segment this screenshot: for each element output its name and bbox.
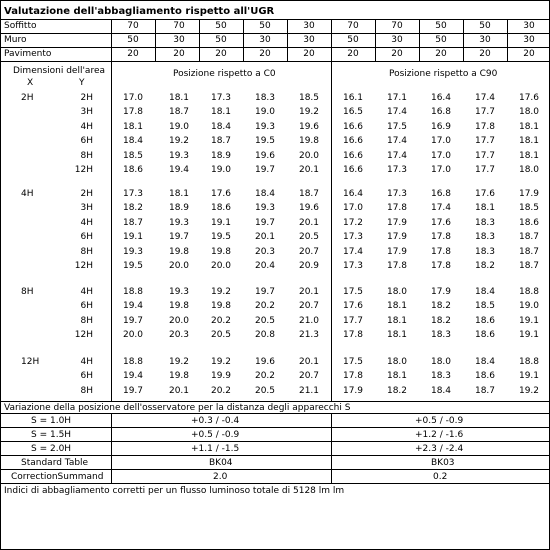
ugr-c0-value: 19.8 [168, 301, 190, 312]
ugr-c0-value: 18.9 [168, 203, 190, 214]
reflectance-c0-value: 20 [259, 49, 271, 59]
ugr-c0-value: 19.6 [298, 121, 320, 132]
ugr-c0-value: 18.2 [122, 203, 144, 214]
reflectance-c0-value: 20 [173, 49, 185, 59]
column-divider [111, 61, 112, 401]
reflectance-c90-value: 70 [391, 21, 403, 31]
ugr-c0-value: 20.0 [168, 315, 190, 326]
column-divider [243, 19, 244, 61]
ugr-c90-value: 17.4 [430, 203, 452, 214]
ugr-c0-value: 20.1 [254, 232, 276, 243]
column-divider [507, 19, 508, 61]
ugr-c0-value: 17.6 [210, 189, 232, 199]
row-divider [1, 33, 549, 34]
row-divider [1, 47, 549, 48]
ugr-c90-value: 18.0 [430, 357, 452, 367]
reflectance-c90-value: 20 [391, 49, 403, 59]
ugr-c90-value: 19.1 [518, 315, 540, 326]
ugr-c0-value: 19.8 [168, 246, 190, 257]
row-y-label: 6H [80, 301, 93, 312]
standard-table-label: Standard Table [21, 458, 89, 468]
ugr-c0-value: 19.0 [254, 107, 276, 118]
ugr-c0-value: 21.3 [298, 330, 320, 341]
ugr-c90-value: 17.6 [342, 301, 364, 312]
ugr-c0-value: 20.1 [298, 357, 320, 367]
group-x-label: 2H [21, 93, 34, 103]
ugr-c0-value: 19.8 [210, 301, 232, 312]
ugr-c0-value: 19.4 [168, 165, 190, 175]
row-y-label: 6H [80, 136, 93, 147]
ugr-c0-value: 20.3 [254, 246, 276, 257]
ugr-c0-value: 20.0 [122, 330, 144, 341]
ugr-c90-value: 17.8 [474, 121, 496, 132]
ugr-c90-value: 18.4 [430, 385, 452, 396]
c90-position-header: Posizione rispetto a C90 [389, 69, 498, 79]
variation-c90-value: +2.3 / -2.4 [415, 444, 464, 454]
row-y-label: 8H [80, 385, 93, 396]
reflectance-c0-value: 70 [173, 21, 185, 31]
reflectance-c0-value: 50 [259, 21, 271, 31]
ugr-c0-value: 20.1 [168, 385, 190, 396]
ugr-c90-value: 17.9 [386, 232, 408, 243]
ugr-c90-value: 17.7 [474, 107, 496, 118]
ugr-c90-value: 16.6 [342, 136, 364, 147]
ugr-c0-value: 18.4 [254, 189, 276, 199]
variation-c0-value: +0.3 / -0.4 [191, 416, 240, 426]
ugr-c0-value: 19.7 [254, 217, 276, 228]
ugr-c90-value: 17.9 [342, 385, 364, 396]
ugr-c90-value: 18.8 [518, 287, 540, 297]
ugr-c0-value: 20.5 [298, 232, 320, 243]
reflectance-label: Soffitto [4, 21, 37, 31]
row-y-label: 4H [80, 217, 93, 228]
ugr-c90-value: 17.1 [386, 93, 408, 103]
ugr-c0-value: 19.8 [210, 246, 232, 257]
ugr-c90-value: 18.0 [386, 287, 408, 297]
ugr-c90-value: 18.7 [518, 246, 540, 257]
ugr-c90-value: 17.9 [386, 246, 408, 257]
ugr-c90-value: 18.3 [474, 217, 496, 228]
ugr-c0-value: 19.8 [298, 136, 320, 147]
column-divider [111, 19, 112, 61]
reflectance-c0-value: 30 [303, 35, 315, 45]
ugr-c0-value: 18.8 [122, 287, 144, 297]
ugr-c90-value: 18.7 [518, 232, 540, 243]
ugr-c90-value: 16.8 [430, 107, 452, 118]
ugr-c0-value: 20.4 [254, 261, 276, 271]
ugr-c90-value: 18.0 [518, 165, 540, 175]
ugr-c90-value: 16.6 [342, 150, 364, 161]
row-y-label: 2H [80, 93, 93, 103]
ugr-c90-value: 18.3 [430, 371, 452, 382]
ugr-c90-value: 18.2 [430, 301, 452, 312]
reflectance-c90-value: 30 [479, 35, 491, 45]
ugr-c0-value: 19.3 [254, 203, 276, 214]
row-divider [1, 401, 549, 402]
correction-c90-value: 0.2 [433, 472, 448, 482]
ugr-c90-value: 17.5 [342, 287, 364, 297]
row-divider [1, 483, 549, 484]
ugr-c0-value: 19.6 [254, 150, 276, 161]
row-y-label: 12H [74, 261, 93, 271]
reflectance-c0-value: 50 [215, 21, 227, 31]
ugr-c90-value: 17.3 [386, 189, 408, 199]
row-divider [1, 455, 549, 456]
ugr-c90-value: 17.0 [430, 136, 452, 147]
ugr-c0-value: 18.9 [210, 150, 232, 161]
ugr-c0-value: 19.2 [210, 287, 232, 297]
ugr-c90-value: 18.6 [474, 371, 496, 382]
ugr-c0-value: 20.1 [298, 287, 320, 297]
variation-c0-value: +1.1 / -1.5 [191, 444, 240, 454]
ugr-c90-value: 16.6 [342, 165, 364, 175]
ugr-c90-value: 17.9 [518, 189, 540, 199]
ugr-c90-value: 18.1 [518, 150, 540, 161]
row-y-label: 4H [80, 121, 93, 132]
reflectance-c0-value: 20 [303, 49, 315, 59]
ugr-c90-value: 17.6 [430, 217, 452, 228]
ugr-c0-value: 19.6 [298, 203, 320, 214]
ugr-c0-value: 19.5 [254, 136, 276, 147]
column-divider [331, 413, 332, 483]
reflectance-c90-value: 20 [523, 49, 535, 59]
ugr-c90-value: 18.7 [518, 261, 540, 271]
ugr-c90-value: 16.5 [342, 107, 364, 118]
ugr-c0-value: 19.3 [254, 121, 276, 132]
ugr-c0-value: 19.4 [122, 301, 144, 312]
ugr-c0-value: 19.6 [254, 357, 276, 367]
row-divider [1, 469, 549, 470]
ugr-c90-value: 16.4 [430, 93, 452, 103]
ugr-c0-value: 20.5 [210, 330, 232, 341]
ugr-c0-value: 17.8 [122, 107, 144, 118]
variation-title: Variazione della posizione dell'osservatore per la distanza degli apparecchi S [4, 403, 351, 413]
ugr-c90-value: 17.4 [386, 150, 408, 161]
x-header: X [27, 78, 34, 88]
ugr-c0-value: 19.7 [254, 287, 276, 297]
ugr-c90-value: 17.7 [474, 150, 496, 161]
column-divider [199, 19, 200, 61]
ugr-c90-value: 16.9 [430, 121, 452, 132]
variation-label: S = 2.0H [31, 444, 72, 454]
ugr-c90-value: 17.2 [342, 217, 364, 228]
row-divider [1, 413, 549, 414]
ugr-c0-value: 18.4 [210, 121, 232, 132]
ugr-c90-value: 19.1 [518, 330, 540, 341]
ugr-c0-value: 19.5 [122, 261, 144, 271]
ugr-c90-value: 18.1 [518, 121, 540, 132]
ugr-c0-value: 20.7 [298, 301, 320, 312]
ugr-c90-value: 18.1 [386, 315, 408, 326]
column-divider [331, 19, 332, 61]
ugr-c90-value: 18.5 [474, 301, 496, 312]
ugr-c90-value: 18.2 [474, 261, 496, 271]
ugr-c0-value: 19.3 [168, 287, 190, 297]
row-divider [1, 441, 549, 442]
ugr-c90-value: 18.6 [518, 217, 540, 228]
ugr-c90-value: 18.6 [474, 330, 496, 341]
variation-c90-value: +0.5 / -0.9 [415, 416, 464, 426]
variation-c90-value: +1.2 / -1.6 [415, 430, 464, 440]
reflectance-c0-value: 50 [215, 35, 227, 45]
ugr-c0-value: 18.7 [210, 136, 232, 147]
ugr-c90-value: 18.0 [518, 107, 540, 118]
ugr-c0-value: 21.0 [298, 315, 320, 326]
ugr-c90-value: 17.7 [474, 136, 496, 147]
ugr-c90-value: 18.2 [430, 315, 452, 326]
ugr-c0-value: 18.6 [122, 165, 144, 175]
ugr-c0-value: 19.3 [122, 246, 144, 257]
ugr-c90-value: 17.9 [386, 217, 408, 228]
ugr-c90-value: 17.4 [386, 107, 408, 118]
column-divider [111, 413, 112, 483]
row-divider [1, 19, 549, 20]
ugr-c0-value: 20.0 [210, 261, 232, 271]
ugr-c90-value: 16.6 [342, 121, 364, 132]
row-y-label: 12H [74, 330, 93, 341]
ugr-c90-value: 17.8 [430, 232, 452, 243]
variation-label: S = 1.0H [31, 416, 72, 426]
ugr-c0-value: 18.1 [210, 107, 232, 118]
group-x-label: 8H [21, 287, 34, 297]
variation-label: S = 1.5H [31, 430, 72, 440]
row-divider [1, 61, 549, 62]
ugr-c0-value: 18.6 [210, 203, 232, 214]
ugr-c0-value: 19.8 [168, 371, 190, 382]
ugr-c90-value: 18.1 [518, 136, 540, 147]
column-divider [155, 19, 156, 61]
reflectance-c90-value: 70 [347, 21, 359, 31]
ugr-c0-value: 19.2 [298, 107, 320, 118]
ugr-c0-value: 18.4 [122, 136, 144, 147]
ugr-c0-value: 20.3 [168, 330, 190, 341]
ugr-c90-value: 17.5 [386, 121, 408, 132]
row-y-label: 8H [80, 315, 93, 326]
ugr-c90-value: 17.9 [430, 287, 452, 297]
ugr-c0-value: 20.7 [298, 371, 320, 382]
ugr-c90-value: 18.2 [386, 385, 408, 396]
correction-label: CorrectionSummand [11, 472, 104, 482]
ugr-c0-value: 20.2 [254, 371, 276, 382]
ugr-c0-value: 18.1 [122, 121, 144, 132]
ugr-c0-value: 20.1 [298, 217, 320, 228]
reflectance-c0-value: 50 [127, 35, 139, 45]
reflectance-c0-value: 30 [259, 35, 271, 45]
column-divider [419, 19, 420, 61]
ugr-c0-value: 18.7 [122, 217, 144, 228]
ugr-c0-value: 19.7 [122, 385, 144, 396]
ugr-c0-value: 20.8 [254, 330, 276, 341]
ugr-c0-value: 19.1 [122, 232, 144, 243]
ugr-c90-value: 18.3 [474, 246, 496, 257]
reflectance-c0-value: 20 [127, 49, 139, 59]
reflectance-c90-value: 50 [479, 21, 491, 31]
ugr-c0-value: 19.3 [168, 217, 190, 228]
row-y-label: 12H [74, 165, 93, 175]
ugr-c90-value: 17.0 [430, 150, 452, 161]
ugr-c0-value: 19.4 [122, 371, 144, 382]
reflectance-c90-value: 20 [479, 49, 491, 59]
ugr-c0-value: 19.7 [122, 315, 144, 326]
reflectance-c0-value: 70 [127, 21, 139, 31]
row-y-label: 6H [80, 371, 93, 382]
ugr-c90-value: 16.8 [430, 189, 452, 199]
reflectance-c90-value: 50 [435, 21, 447, 31]
ugr-c90-value: 17.4 [386, 136, 408, 147]
column-divider [331, 61, 332, 401]
ugr-c90-value: 18.4 [474, 357, 496, 367]
ugr-c0-value: 20.1 [298, 165, 320, 175]
ugr-c0-value: 19.7 [168, 232, 190, 243]
ugr-c90-value: 16.1 [342, 93, 364, 103]
row-y-label: 8H [80, 246, 93, 257]
column-divider [287, 19, 288, 61]
ugr-c90-value: 17.3 [342, 261, 364, 271]
ugr-c0-value: 18.8 [122, 357, 144, 367]
ugr-c90-value: 19.2 [518, 385, 540, 396]
ugr-c0-value: 18.5 [122, 150, 144, 161]
ugr-c90-value: 17.0 [430, 165, 452, 175]
ugr-c90-value: 16.4 [342, 189, 364, 199]
ugr-c0-value: 17.3 [122, 189, 144, 199]
ugr-c0-value: 20.0 [168, 261, 190, 271]
ugr-c0-value: 18.7 [298, 189, 320, 199]
ugr-c90-value: 17.8 [386, 203, 408, 214]
c0-position-header: Posizione rispetto a C0 [173, 69, 276, 79]
ugr-c0-value: 19.2 [168, 357, 190, 367]
ugr-c90-value: 17.8 [430, 246, 452, 257]
ugr-c90-value: 18.1 [474, 203, 496, 214]
row-y-label: 4H [80, 357, 93, 367]
ugr-c0-value: 19.3 [168, 150, 190, 161]
ugr-c90-value: 17.5 [342, 357, 364, 367]
ugr-c0-value: 19.0 [210, 165, 232, 175]
ugr-c90-value: 18.6 [474, 315, 496, 326]
ugr-c0-value: 20.2 [210, 315, 232, 326]
reflectance-c0-value: 20 [215, 49, 227, 59]
ugr-c0-value: 20.7 [298, 246, 320, 257]
row-y-label: 6H [80, 232, 93, 243]
ugr-c0-value: 19.9 [210, 371, 232, 382]
ugr-c90-value: 17.7 [474, 165, 496, 175]
ugr-c90-value: 17.3 [386, 165, 408, 175]
ugr-c90-value: 18.7 [474, 385, 496, 396]
ugr-c90-value: 18.1 [386, 330, 408, 341]
reflectance-c90-value: 20 [435, 49, 447, 59]
ugr-c90-value: 18.0 [386, 357, 408, 367]
ugr-c90-value: 17.4 [342, 246, 364, 257]
ugr-c0-value: 19.5 [210, 232, 232, 243]
row-y-label: 3H [80, 203, 93, 214]
table-title: Valutazione dell'abbagliamento rispetto all'UGR [4, 6, 275, 17]
ugr-c0-value: 19.0 [168, 121, 190, 132]
row-y-label: 8H [80, 150, 93, 161]
ugr-c90-value: 18.4 [474, 287, 496, 297]
ugr-c90-value: 18.8 [518, 357, 540, 367]
footer-note: Indici di abbagliamento corretti per un flusso luminoso totale di 5128 lm lm [4, 486, 345, 496]
reflectance-c0-value: 30 [303, 21, 315, 31]
reflectance-c90-value: 20 [347, 49, 359, 59]
reflectance-c90-value: 30 [523, 35, 535, 45]
reflectance-label: Muro [4, 35, 27, 45]
row-y-label: 3H [80, 107, 93, 118]
ugr-c90-value: 17.6 [474, 189, 496, 199]
ugr-c90-value: 18.3 [474, 232, 496, 243]
ugr-c90-value: 17.3 [342, 232, 364, 243]
standard-c0-value: BK04 [209, 458, 233, 468]
ugr-c90-value: 17.6 [518, 93, 540, 103]
ugr-c0-value: 21.1 [298, 385, 320, 396]
ugr-c0-value: 19.7 [254, 165, 276, 175]
row-y-label: 4H [80, 287, 93, 297]
ugr-c0-value: 18.1 [168, 93, 190, 103]
ugr-c0-value: 20.2 [210, 385, 232, 396]
ugr-c90-value: 17.0 [342, 203, 364, 214]
ugr-c90-value: 18.1 [386, 371, 408, 382]
ugr-c0-value: 20.5 [254, 315, 276, 326]
ugr-c0-value: 20.5 [254, 385, 276, 396]
ugr-c90-value: 19.1 [518, 371, 540, 382]
ugr-c90-value: 18.3 [430, 330, 452, 341]
ugr-c0-value: 18.1 [168, 189, 190, 199]
ugr-c90-value: 18.5 [518, 203, 540, 214]
row-y-label: 2H [80, 189, 93, 199]
ugr-c0-value: 19.2 [210, 357, 232, 367]
ugr-c0-value: 17.0 [122, 93, 144, 103]
row-divider [1, 427, 549, 428]
ugr-c90-value: 17.8 [342, 371, 364, 382]
area-dimensions-header: Dimensioni dell'area [13, 66, 105, 76]
column-divider [463, 19, 464, 61]
ugr-c90-value: 17.8 [342, 330, 364, 341]
ugr-c90-value: 17.7 [342, 315, 364, 326]
ugr-c90-value: 18.1 [386, 301, 408, 312]
standard-c90-value: BK03 [431, 458, 455, 468]
column-divider [375, 19, 376, 61]
ugr-c0-value: 20.2 [254, 301, 276, 312]
reflectance-c90-value: 50 [435, 35, 447, 45]
ugr-c90-value: 17.8 [430, 261, 452, 271]
reflectance-c90-value: 30 [523, 21, 535, 31]
correction-c0-value: 2.0 [213, 472, 228, 482]
ugr-c90-value: 17.4 [474, 93, 496, 103]
ugr-c90-value: 19.0 [518, 301, 540, 312]
variation-c0-value: +0.5 / -0.9 [191, 430, 240, 440]
ugr-c0-value: 18.5 [298, 93, 320, 103]
reflectance-c90-value: 50 [347, 35, 359, 45]
ugr-c0-value: 19.1 [210, 217, 232, 228]
group-x-label: 4H [21, 189, 34, 199]
ugr-c0-value: 20.0 [298, 150, 320, 161]
ugr-c0-value: 20.9 [298, 261, 320, 271]
ugr-c90-value: 17.8 [386, 261, 408, 271]
reflectance-c0-value: 30 [173, 35, 185, 45]
group-x-label: 12H [21, 357, 40, 367]
reflectance-c90-value: 30 [391, 35, 403, 45]
ugr-c0-value: 17.3 [210, 93, 232, 103]
ugr-c0-value: 19.2 [168, 136, 190, 147]
ugr-c0-value: 18.7 [168, 107, 190, 118]
y-header: Y [79, 78, 85, 88]
reflectance-label: Pavimento [4, 49, 52, 59]
ugr-c0-value: 18.3 [254, 93, 276, 103]
